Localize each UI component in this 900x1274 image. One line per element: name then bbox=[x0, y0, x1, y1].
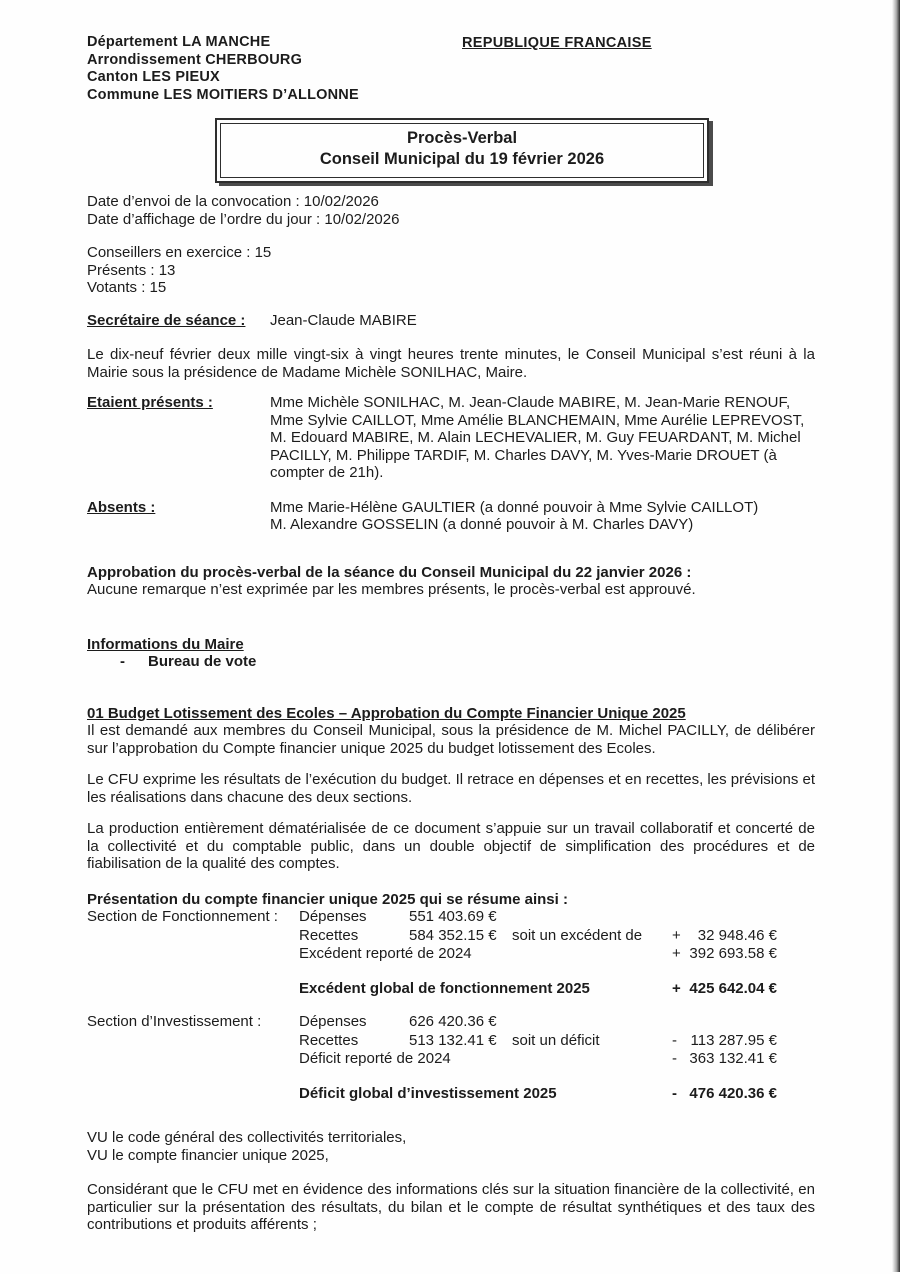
line-result bbox=[672, 927, 777, 946]
result-value: 32 948.46 € bbox=[697, 926, 777, 944]
finance-row bbox=[87, 1050, 815, 1069]
deliberation-01-paragraph: Il est demandé aux membres du Conseil Municipal, sous la présidence de M. Michel PACILLY, de délibérer sur l’approbation du Compte financier unique 2025 du budget lotissement des Ecoles. bbox=[87, 722, 815, 757]
secretaire-value: Jean-Claude MABIRE bbox=[270, 311, 417, 329]
section-label: Section de Fonctionnement : bbox=[87, 908, 278, 925]
result-sign: - bbox=[672, 1031, 677, 1049]
absent-line: Mme Marie-Hélène GAULTIER (a donné pouvoir à Mme Sylvie CAILLOT) bbox=[270, 498, 759, 516]
line-result bbox=[672, 945, 777, 964]
total-label: Excédent global de fonctionnement 2025 bbox=[299, 979, 590, 997]
line-note bbox=[512, 1050, 672, 1069]
total-result bbox=[672, 1085, 777, 1104]
line-result bbox=[672, 1050, 777, 1069]
republique-francaise-heading: REPUBLIQUE FRANCAISE bbox=[462, 35, 652, 51]
result-sign: + bbox=[672, 926, 681, 944]
absents-list bbox=[270, 499, 815, 534]
council-counters bbox=[87, 244, 815, 297]
etaient-presents-block bbox=[87, 394, 815, 482]
result-sign: - bbox=[672, 1050, 677, 1067]
line-item: Excédent reporté de 2024 bbox=[299, 945, 472, 962]
result-value: 476 420.36 € bbox=[689, 1084, 777, 1102]
line-note bbox=[512, 908, 672, 927]
date-envoi-line: Date d’envoi de la convocation : 10/02/2026 bbox=[87, 193, 379, 210]
line-amount: 551 403.69 € bbox=[409, 908, 497, 925]
deliberation-01-paragraph: Le CFU exprime les résultats de l’exécution du budget. Il retrace en dépenses et en recettes, les prévisions et les réalisations dans chacune des deux sections. bbox=[87, 771, 815, 806]
total-label: Déficit global d’investissement 2025 bbox=[299, 1084, 557, 1102]
investissement-total-row bbox=[87, 1085, 815, 1104]
line-result bbox=[672, 1032, 777, 1051]
result-value: 363 132.41 € bbox=[689, 1050, 777, 1067]
informations-maire-title: Informations du Maire bbox=[87, 635, 244, 653]
line-amount: 513 132.41 € bbox=[409, 1031, 497, 1049]
line-item: Recettes bbox=[299, 1031, 359, 1049]
title-box-inner bbox=[220, 123, 704, 178]
canton-line: Canton LES PIEUX bbox=[87, 69, 220, 85]
considerant-paragraph: Considérant que le CFU met en évidence des informations clés sur la situation financière de la collectivité, en particulier sur la présentation des résultats, du bilan et le compte de résultat synthétiques et des taux des contributions et produits afférents ; bbox=[87, 1181, 815, 1233]
line-item: Dépenses bbox=[299, 908, 367, 925]
section-label bbox=[87, 1050, 299, 1069]
votants-count-line: Votants : 15 bbox=[87, 279, 167, 296]
finance-row bbox=[87, 1013, 815, 1032]
vu-block bbox=[87, 1129, 815, 1164]
line-item: Recettes bbox=[299, 926, 359, 944]
deliberation-01-title: 01 Budget Lotissement des Ecoles – Approbation du Compte Financier Unique 2025 bbox=[87, 704, 686, 722]
arrondissement-line: Arrondissement CHERBOURG bbox=[87, 51, 303, 68]
finance-row bbox=[87, 908, 815, 927]
session-intro-paragraph: Le dix-neuf février deux mille vingt-six à vingt heures trente minutes, le Conseil Municipal s’est réuni à la Mairie sous la présidence de Madame Michèle SONILHAC, Maire. bbox=[87, 346, 815, 381]
section-label bbox=[87, 1032, 299, 1051]
line-note: soit un excédent de bbox=[512, 926, 643, 944]
informations-maire-section bbox=[87, 636, 815, 671]
absent-line: M. Alexandre GOSSELIN (a donné pouvoir à M. Charles DAVY) bbox=[270, 516, 694, 533]
etaient-presents-list: Mme Michèle SONILHAC, M. Jean-Claude MABIRE, M. Jean-Marie RENOUF, Mme Sylvie CAILLOT, Mme Amélie BLANCHEMAIN, Mme Aurélie LEPREVOST, M. Edouard MABIRE, M. Alain LECHEVALIER, M. Guy FEUARDANT, M. Michel PACILLY, M. Philippe TARDIF, M. Charles DAVY, M. Yves-Marie DROUET (à compter de 21h). bbox=[270, 394, 805, 481]
result-sign: + bbox=[672, 945, 681, 962]
result-sign: + bbox=[672, 979, 681, 997]
line-item: Dépenses bbox=[299, 1013, 367, 1030]
section-label bbox=[87, 945, 299, 964]
line-note bbox=[512, 1013, 672, 1032]
result-value: 113 287.95 € bbox=[690, 1031, 777, 1049]
commune-line: Commune LES MOITIERS D’ALLONNE bbox=[87, 86, 359, 103]
line-amount: 626 420.36 € bbox=[409, 1013, 497, 1030]
result-value: 392 693.58 € bbox=[689, 945, 777, 962]
absents-block bbox=[87, 499, 815, 534]
line-note: soit un déficit bbox=[512, 1031, 600, 1049]
section-label bbox=[87, 927, 299, 946]
line-amount bbox=[409, 945, 512, 964]
bullet-label: Bureau de vote bbox=[148, 653, 257, 670]
commune-identification bbox=[87, 34, 815, 104]
section-label: Section d’Investissement : bbox=[87, 1013, 262, 1030]
deliberation-01-paragraph: La production entièrement dématérialisée de ce document s’appuie sur un travail collaboratif et concerté de la collectivité et du comptable public, dans un double objectif de simplification des procédures et de fiabilisation de la qualité des comptes. bbox=[87, 820, 815, 872]
finance-summary-title: Présentation du compte financier unique 2025 qui se résume ainsi : bbox=[87, 890, 568, 908]
departement-line: Département LA MANCHE bbox=[87, 34, 271, 50]
approbation-title: Approbation du procès-verbal de la séance du Conseil Municipal du 22 janvier 2026 : bbox=[87, 563, 692, 581]
document-title: Procès-Verbal bbox=[406, 129, 518, 147]
document-subtitle: Conseil Municipal du 19 février 2026 bbox=[319, 150, 605, 168]
result-sign: - bbox=[672, 1084, 677, 1102]
approbation-body: Aucune remarque n’est exprimée par les membres présents, le procès-verbal est approuvé. bbox=[87, 581, 696, 598]
secretaire-block bbox=[87, 312, 815, 330]
vu-line: VU le compte financier unique 2025, bbox=[87, 1146, 329, 1164]
finance-row bbox=[87, 1032, 815, 1051]
finance-row bbox=[87, 927, 815, 946]
scan-edge-shadow bbox=[892, 0, 900, 1272]
title-box bbox=[215, 118, 709, 183]
bullet-dash: - bbox=[120, 653, 125, 670]
line-result bbox=[672, 1013, 777, 1032]
line-result bbox=[672, 908, 777, 927]
total-spacer bbox=[87, 980, 299, 999]
line-item: Déficit reporté de 2024 bbox=[299, 1050, 451, 1067]
absents-label: Absents : bbox=[87, 498, 156, 516]
fonctionnement-total-row bbox=[87, 980, 815, 999]
total-result bbox=[672, 980, 777, 999]
conseillers-count-line: Conseillers en exercice : 15 bbox=[87, 244, 272, 261]
finance-section-fonctionnement bbox=[87, 908, 815, 998]
secretaire-label: Secrétaire de séance : bbox=[87, 311, 246, 329]
result-value: 425 642.04 € bbox=[689, 979, 777, 997]
document-header bbox=[87, 34, 815, 106]
date-affichage-line: Date d’affichage de l’ordre du jour : 10/02/2026 bbox=[87, 210, 400, 228]
line-amount: 584 352.15 € bbox=[409, 926, 497, 944]
total-spacer bbox=[87, 1085, 299, 1104]
finance-section-investissement bbox=[87, 1013, 815, 1103]
presents-count-line: Présents : 13 bbox=[87, 261, 176, 279]
informations-maire-bullet bbox=[87, 653, 815, 671]
line-note bbox=[512, 945, 672, 964]
approbation-section bbox=[87, 564, 815, 599]
finance-row bbox=[87, 945, 815, 964]
deliberation-01-section bbox=[87, 705, 815, 873]
vu-line: VU le code général des collectivités territoriales, bbox=[87, 1129, 407, 1146]
convocation-dates bbox=[87, 193, 815, 228]
line-amount bbox=[409, 1050, 512, 1069]
etaient-presents-label: Etaient présents : bbox=[87, 394, 213, 411]
